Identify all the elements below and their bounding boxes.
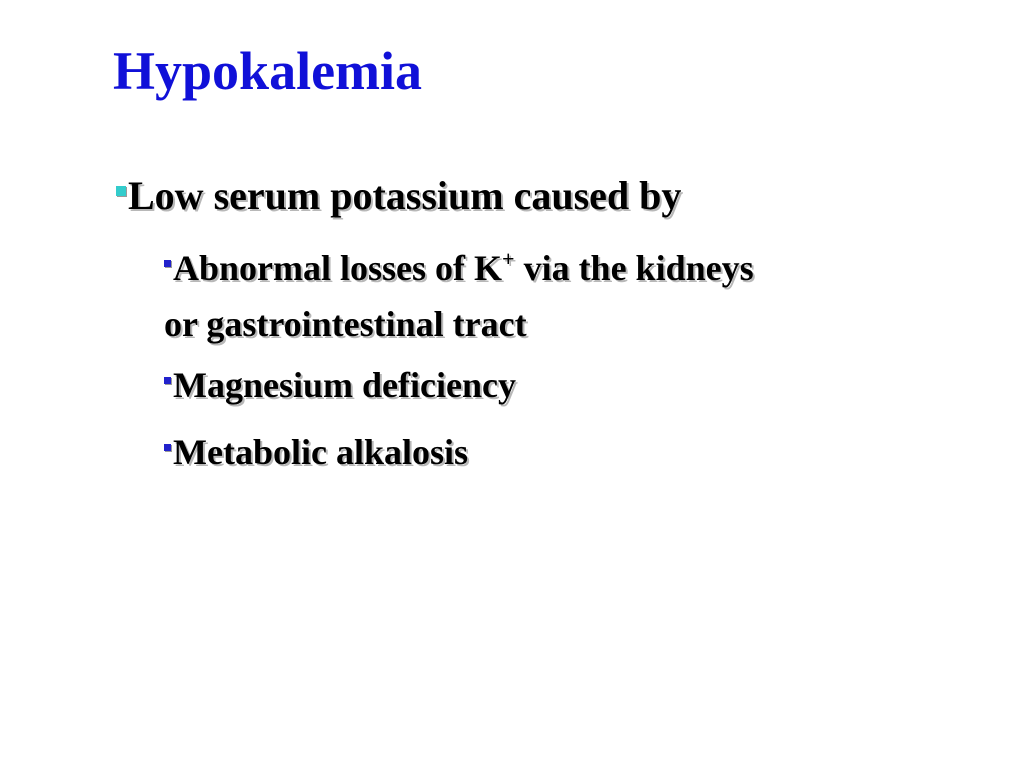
slide-title: Hypokalemia bbox=[113, 41, 423, 101]
main-bullet-text: Low serum potassium caused by bbox=[128, 173, 682, 218]
main-bullet-item bbox=[116, 172, 681, 220]
square-bullet-icon bbox=[164, 377, 171, 384]
sub-bullet-1-text: Abnormal losses of K bbox=[173, 248, 503, 288]
square-bullet-icon bbox=[164, 444, 171, 451]
sub-bullet-item-2 bbox=[164, 364, 516, 407]
sub-bullet-3-text: Metabolic alkalosis bbox=[173, 432, 468, 472]
sub-bullet-2-text: Magnesium deficiency bbox=[173, 365, 516, 405]
square-bullet-icon bbox=[164, 260, 171, 267]
sub-bullet-1-text-after: via the kidneys bbox=[514, 248, 754, 288]
sub-bullet-item-3 bbox=[164, 431, 468, 474]
sub-bullet-1-continuation: or gastrointestinal tract bbox=[164, 304, 527, 344]
superscript-plus: + bbox=[502, 246, 515, 271]
square-bullet-icon bbox=[116, 186, 126, 196]
sub-bullet-item-1 bbox=[164, 247, 754, 290]
